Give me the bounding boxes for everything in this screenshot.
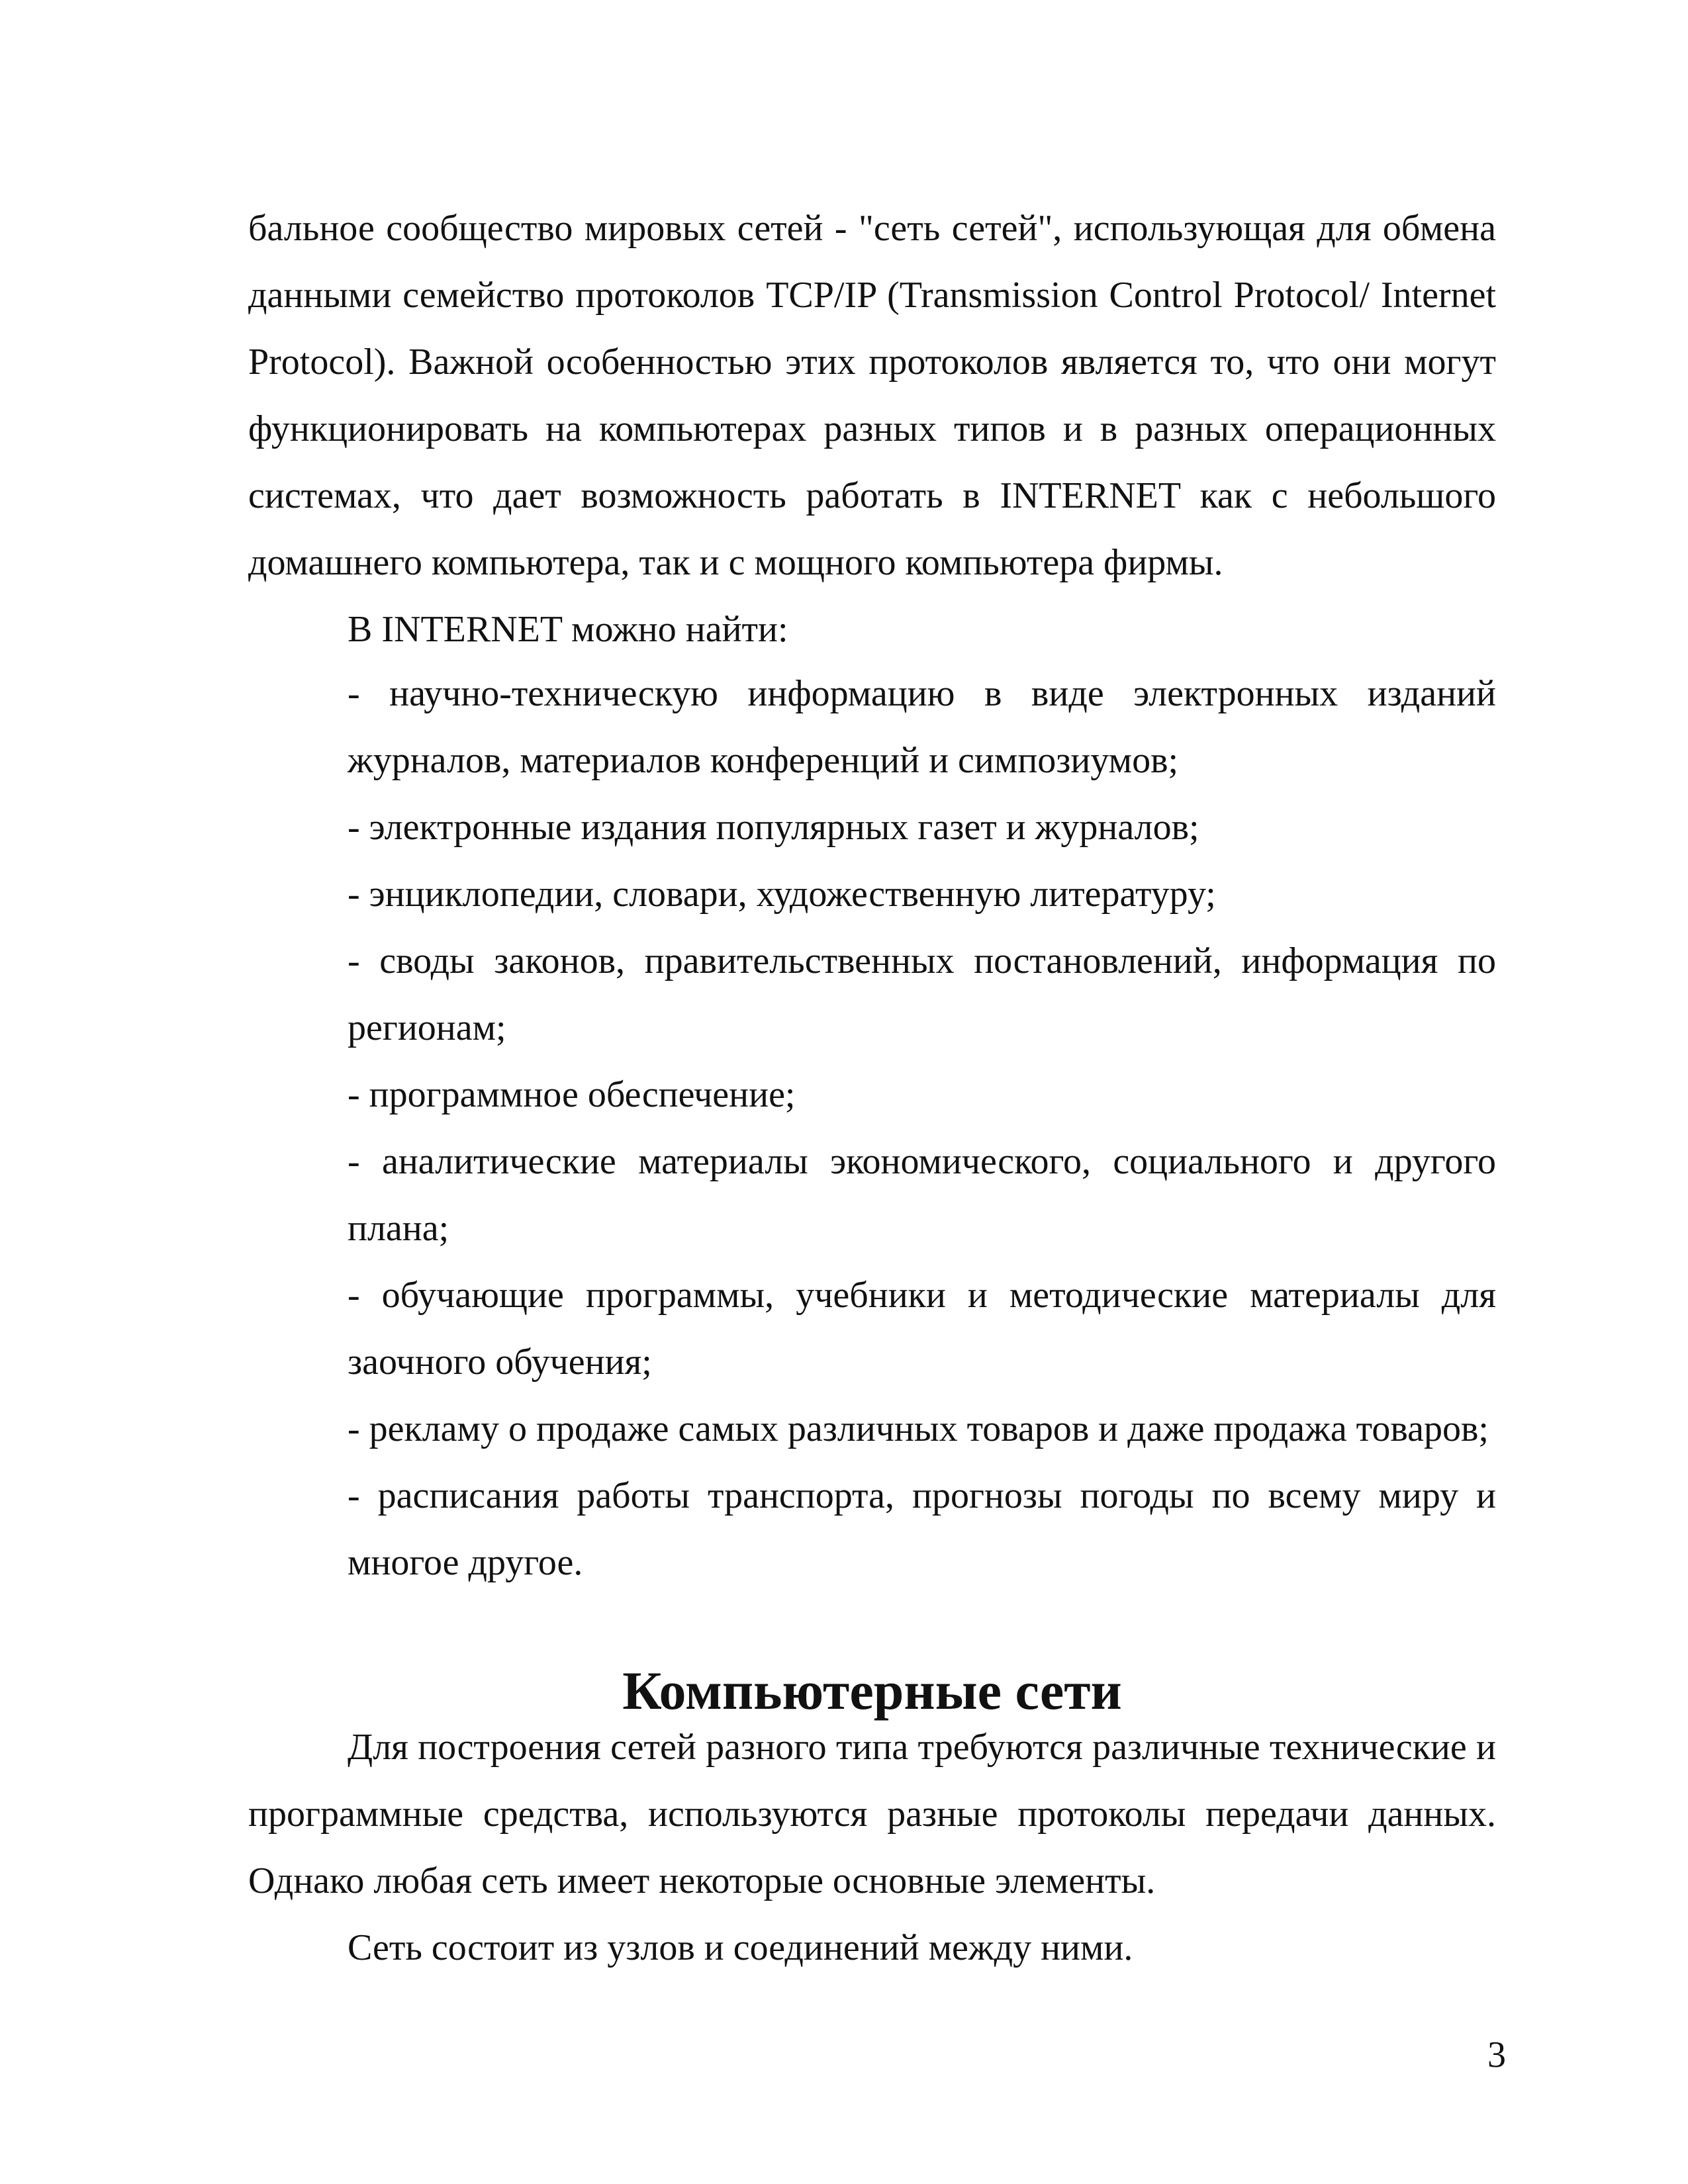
page-number: 3 <box>1487 2034 1506 2075</box>
list-item: - научно-техническую информацию в виде электронных изданий журналов, материалов конференций и симпозиумов; <box>348 673 1496 781</box>
list-item: - расписания работы транспорта, прогнозы погоды по всему миру и многое другое. <box>348 1475 1496 1583</box>
intro-block <box>248 195 1496 663</box>
list-item: - программное обеспечение; <box>348 1074 796 1115</box>
section-heading: Компьютерные сети <box>622 1661 1122 1721</box>
section-paragraph: Сеть состоит из узлов и соединений между ними. <box>348 1927 1133 1968</box>
list-item: - электронные издания популярных газет и журналов; <box>348 807 1199 848</box>
list-item: - обучающие программы, учебники и методические материалы для заочного обучения; <box>348 1275 1496 1383</box>
list-item: - аналитические материалы экономического, социального и другого плана; <box>348 1141 1496 1249</box>
section-body <box>248 1714 1496 1981</box>
intro-paragraph: бальное сообщество мировых сетей - "сеть сетей", использующая для обмена данными семейство протоколов TCP/IP (Transmission Control Protocol/ Internet Protocol). Важной особенностью этих протоколов является то, что они могут функционировать на компьютерах разных типов и в разных операционных системах, что дает возможность работать в INTERNET как с небольшого домашнего компьютера, так и с мощного компьютера фирмы. <box>248 208 1496 583</box>
list-item: - энциклопедии, словари, художественную литературу; <box>348 874 1216 915</box>
resource-list <box>348 660 1496 1596</box>
section-paragraph: Для построения сетей разного типа требуются различные технические и программные средства, используются разные протоколы передачи данных. Однако любая сеть имеет некоторые основные элементы. <box>248 1727 1496 1901</box>
list-intro: В INTERNET можно найти: <box>348 609 788 650</box>
list-item: - своды законов, правительственных постановлений, информация по регионам; <box>348 940 1496 1048</box>
list-item: - рекламу о продаже самых различных товаров и даже продажа товаров; <box>348 1408 1489 1449</box>
